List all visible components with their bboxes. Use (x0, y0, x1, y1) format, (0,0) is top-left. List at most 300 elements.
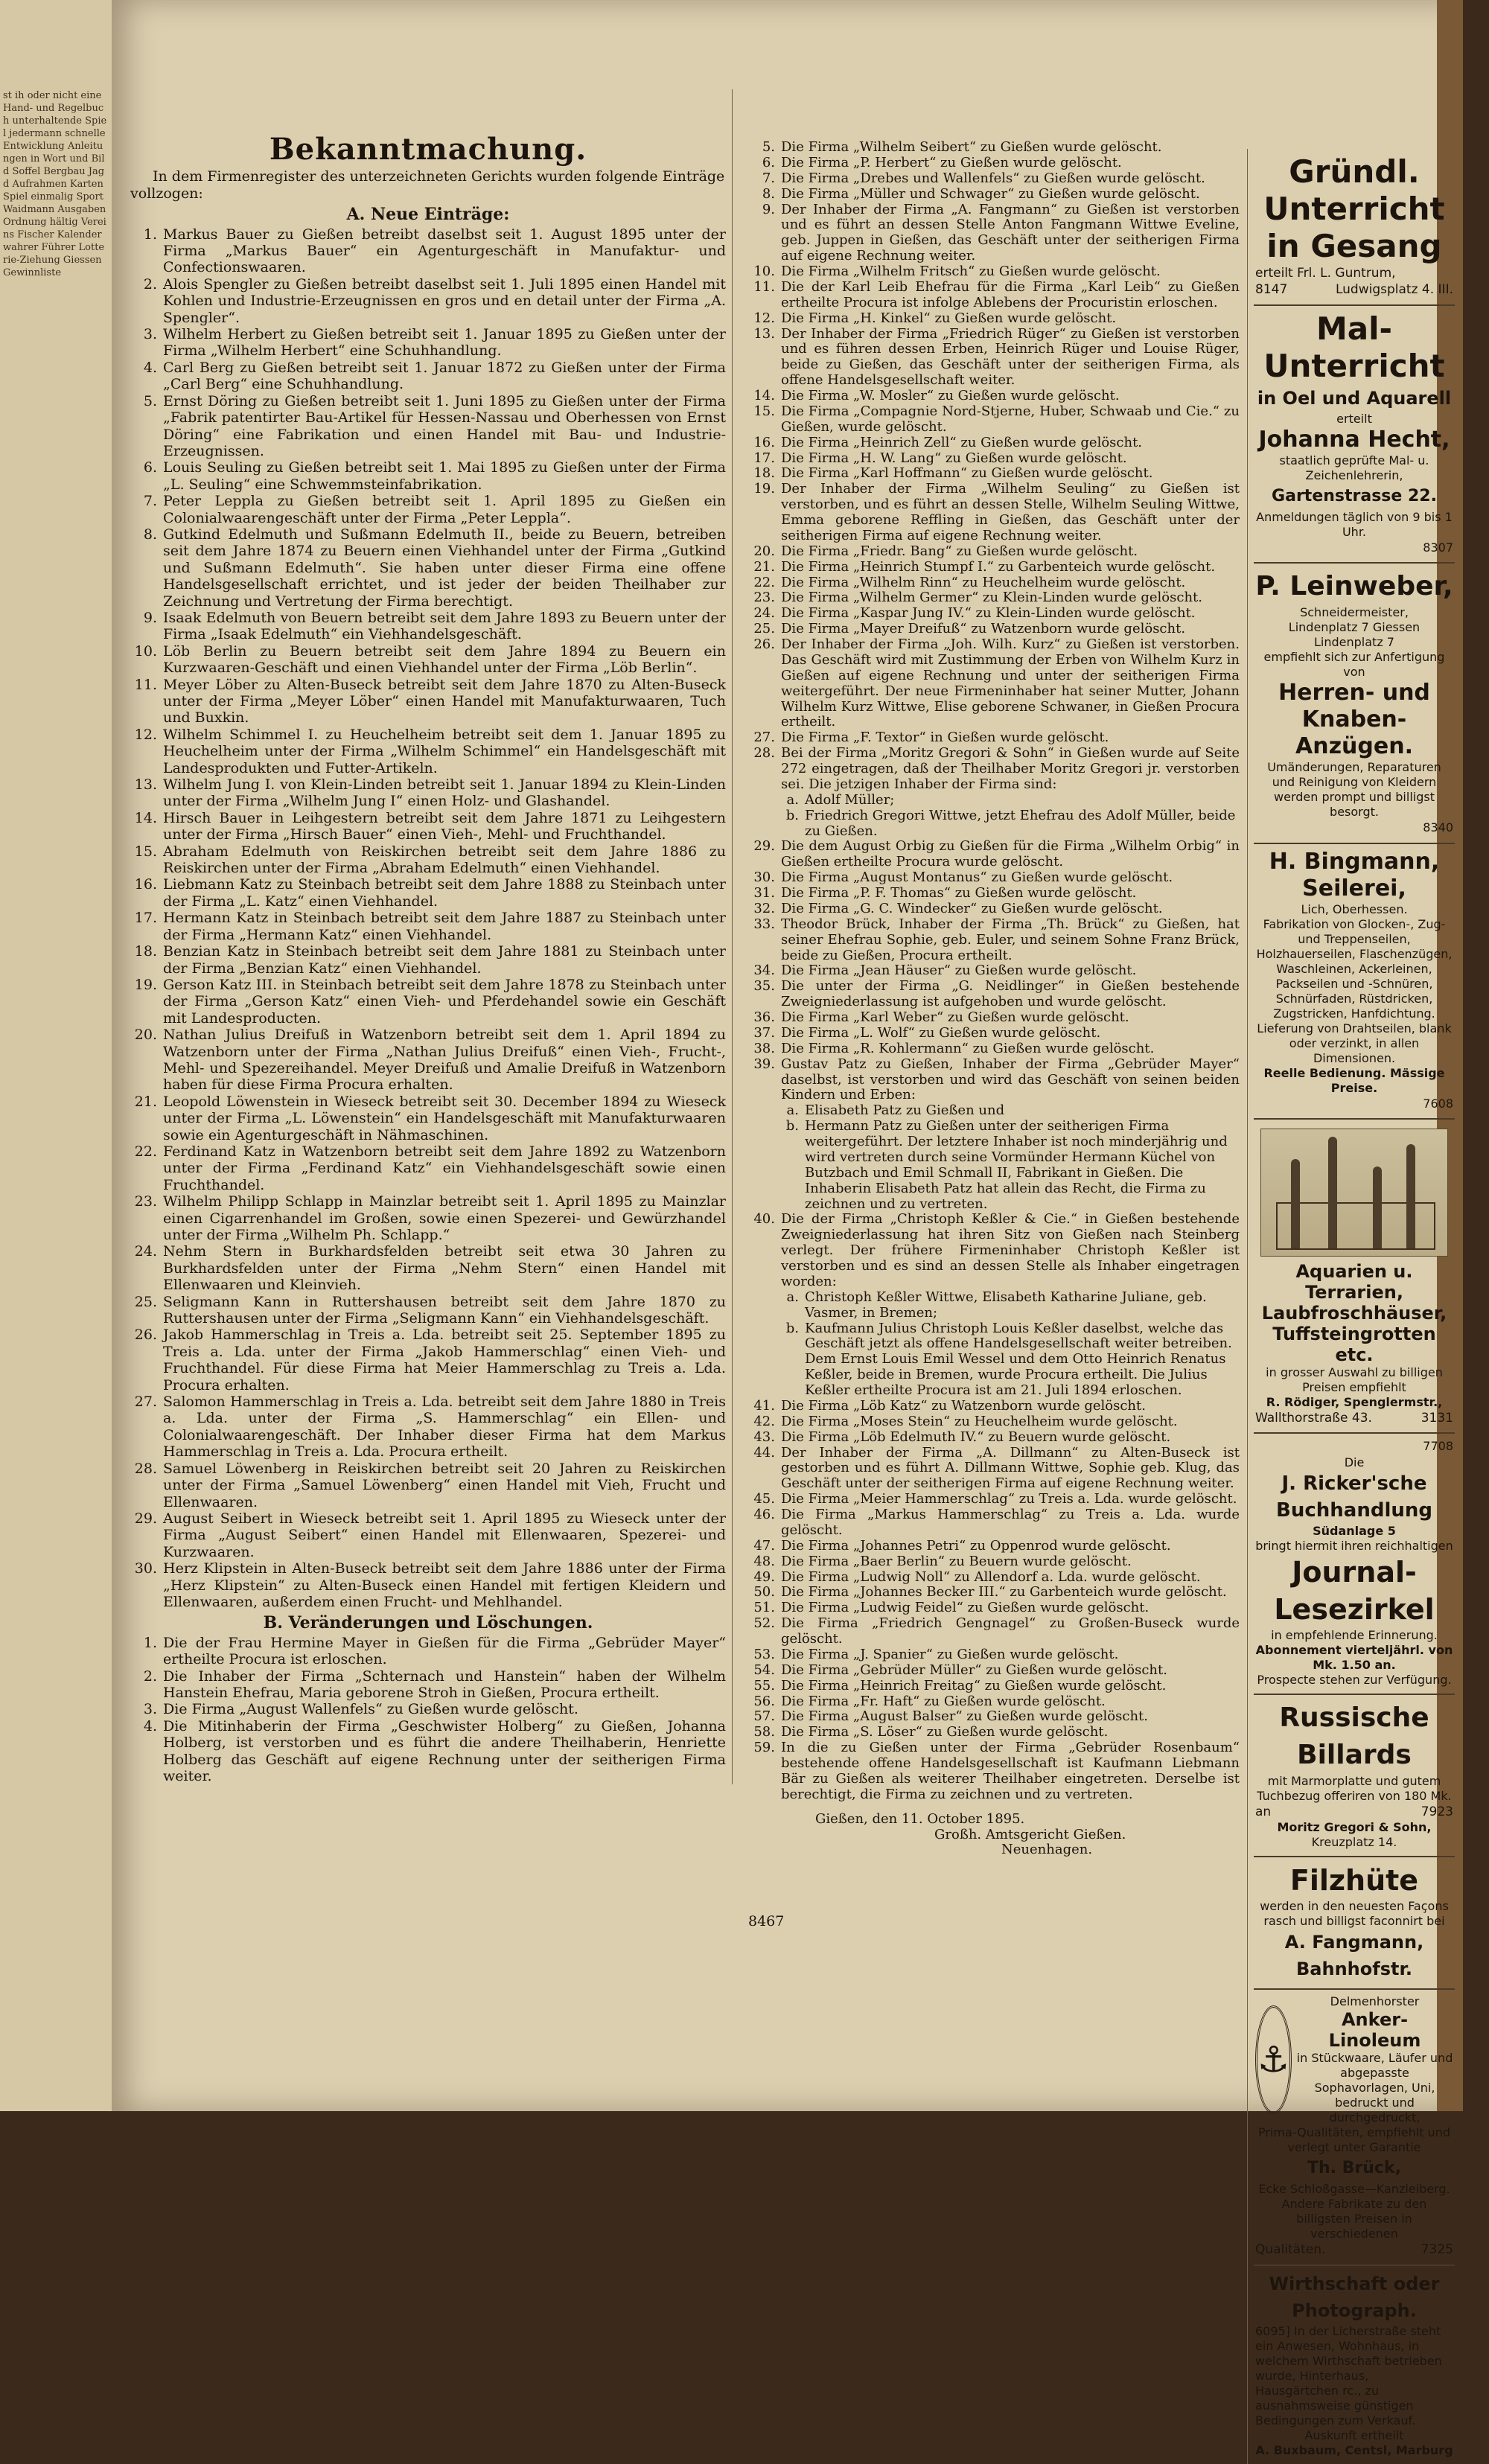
ad-hats-seller: A. Fangmann, Bahnhofstr. (1284, 1932, 1424, 1980)
entry-text: Die Firma „Karl Weber“ zu Gießen wurde gelöscht. (781, 1009, 1129, 1025)
entry-number: 52. (753, 1615, 775, 1632)
register-entry (130, 876, 726, 910)
entry-number: 33. (753, 916, 775, 932)
entry-text: Leopold Löwenstein in Wieseck betreibt seit 30. December 1894 zu Wieseck unter der Firma „L. Löwenstein“ ein Handelsgeschäft mit Manufakturwaaren sowie ein Agenturgeschäft in Nähmaschinen. (163, 1093, 726, 1143)
entry-text: Der Inhaber der Firma „Joh. Wilh. Kurz“ zu Gießen ist verstorben. Das Geschäft wird mit Zustimmung der Erben von Wilhelm Kurz in Gießen auf eigene Rechnung und unter der seitherigen Firma weitergeführt. Der neue Firmeninhaber hat seiner Mutter, Johann Wilhelm Kurz Wittwe, Elise geborene Schwaner, in Gießen Procura ertheilt. (781, 636, 1240, 730)
ad-aquarium-headline: Aquarien u. Terrarien, Laubfroschhäuser, Tuffsteingrotten etc. (1261, 1261, 1447, 1366)
register-entry (130, 776, 726, 810)
register-entry (748, 435, 1240, 451)
ad-bookshop-headline: Journal-Lesezirkel (1274, 1555, 1435, 1626)
entry-number: 16. (753, 434, 775, 450)
ad-inn-body: 6095] In der Licherstraße steht ein Anwesen, Wohnhaus, in welchem Wirthschaft betrieben wurde, Hinterhaus, Hausgärtchen rc., zu ausnahmsweise günstigen Bedingungen zum Verkauf. (1255, 2323, 1442, 2428)
subentry-letter: a. (786, 791, 799, 808)
entry-number: 8. (143, 526, 157, 543)
register-entry (130, 1510, 726, 1560)
entry-number: 28. (134, 1460, 157, 1477)
entry-number: 15. (134, 843, 157, 860)
entry-text: Die Firma „August Wallenfels“ zu Gießen wurde gelöscht. (163, 1701, 578, 1718)
entry-text: Die der Karl Leib Ehefrau für die Firma „Karl Leib“ zu Gießen ertheilte Procura ist infolge Ablebens der Procuristin erloschen. (781, 278, 1240, 310)
entry-text: Die Firma „Löb Edelmuth IV.“ zu Beuern wurde gelöscht. (781, 1429, 1171, 1445)
entry-number: 29. (753, 838, 775, 855)
entry-text: Die Firma „P. F. Thomas“ zu Gießen wurde gelöscht. (781, 885, 1137, 901)
ad-painting-given-by: erteilt (1336, 411, 1372, 426)
entry-number: 54. (753, 1662, 775, 1678)
subentry-text: Hermann Patz zu Gießen unter der seitherigen Firma weitergeführt. Der letztere Inhaber ist noch minderjährig und wird vertreten durch seine Vormünder Hermann Küchel von Butzbach und Emil Schmall II, Fabrikant in Gießen. Die Inhaberin Elisabeth Patz hat allein das Recht, die Firma zu zeichnen und zu vertreten. (805, 1118, 1228, 1212)
entry-number: 46. (753, 1507, 775, 1522)
register-subentry (778, 1103, 1240, 1119)
entry-text: Die Firma „Fr. Haft“ zu Gießen wurde gelöscht. (781, 1693, 1106, 1709)
entry-text: Samuel Löwenberg in Reiskirchen betreibt seit 20 Jahren zu Reiskirchen unter der Firma „Samuel Löwenberg“ einen Handel mit Vieh, Frucht und Ellenwaaren. (163, 1460, 726, 1510)
entry-number: 28. (753, 745, 775, 762)
register-entry (130, 326, 726, 360)
entry-text: Die Firma „F. Textor“ in Gießen wurde gelöscht. (781, 730, 1109, 746)
register-entry (748, 637, 1240, 730)
register-entry (130, 1461, 726, 1510)
entry-number: 20. (753, 543, 775, 559)
entry-number: 19. (134, 976, 157, 993)
entry-text: Ernst Döring zu Gießen betreibt seit 1. Juni 1895 zu Gießen unter der Firma „Fabrik patentirter Bau-Artikel für Hessen-Nassau und Oberhessen von Ernst Döring“ eine Fabrikation und einen Handel mit Bau- und Industrie-Erzeugnissen. (163, 392, 726, 459)
ad-hats-line1: werden in den neuesten Façons (1260, 1899, 1449, 1914)
ad-bookshop-address: Südanlage 5 (1313, 1523, 1396, 1538)
ad-billiards-headline: Russische Billards (1279, 1702, 1429, 1770)
ad-aquarium (1254, 1120, 1455, 1434)
register-entry (748, 1041, 1240, 1057)
entry-number: 5. (762, 139, 775, 155)
entry-text: Die Firma „Jean Häuser“ zu Gießen wurde gelöscht. (781, 963, 1137, 979)
entry-number: 3. (143, 326, 157, 343)
entry-number: 32. (753, 900, 775, 916)
entry-text: Die Firma „S. Löser“ zu Gießen wurde gelöscht. (781, 1724, 1109, 1740)
register-entry (748, 311, 1240, 327)
register-entry (130, 360, 726, 393)
register-entry (748, 404, 1240, 435)
entry-text: Die Firma „Wilhelm Fritsch“ zu Gießen wurde gelöscht. (781, 264, 1161, 279)
ad-billiards-seller: Moritz Gregori & Sohn, (1277, 1820, 1432, 1835)
register-entry (748, 590, 1240, 606)
entry-text: Herz Klipstein in Alten-Buseck betreibt seit dem Jahre 1886 unter der Firma „Herz Klipstein“ zu Alten-Buseck einen Handel mit fertigen Kleidern und Ellenwaaren, außerdem einen Frucht- und Mehlhandel. (163, 1560, 726, 1610)
register-entry (748, 575, 1240, 591)
register-entry (748, 730, 1240, 746)
entry-number: 20. (134, 1027, 157, 1044)
entry-number: 1. (143, 1634, 157, 1651)
register-entry (130, 1327, 726, 1394)
register-entry (748, 560, 1240, 575)
entry-text: Abraham Edelmuth von Reiskirchen betreibt seit dem Jahre 1886 zu Reiskirchen unter der Firma „Abraham Edelmuth“ einen Viehhandel. (163, 843, 726, 877)
ad-tailor-offer: empfiehlt sich zur Anfertigung von (1263, 650, 1445, 680)
subentry-text: Kaufmann Julius Christoph Louis Keßler daselbst, welche das Geschäft jetzt als offene Handelsgesellschaft weiter betreiben. Dem Ernst Louis Emil Wessel und dem Otto Heinrich Renatus Keßler, beide in Bremen, wurde Procura ertheilt. Die Julius Keßler ertheilte Procura ist am 21. Juli 1894 erloschen. (805, 1320, 1232, 1398)
register-entry (748, 1212, 1240, 1289)
entry-number: 41. (753, 1397, 775, 1414)
entry-text: Die Firma „Johannes Becker III.“ zu Garbenteich wurde gelöscht. (781, 1584, 1227, 1600)
register-entry (130, 1560, 726, 1610)
entry-text: Die Firma „Wilhelm Germer“ zu Klein-Linden wurde gelöscht. (781, 590, 1203, 606)
ad-ropemaker-place: Lich, Oberhessen. (1301, 901, 1408, 916)
ad-billiards-line2: Tuchbezug offeriren von 180 Mk. (1257, 1788, 1452, 1803)
newspaper-page (112, 0, 1463, 2457)
register-entry (748, 1570, 1240, 1586)
register-entry (748, 1694, 1240, 1710)
ad-linoleum-code: 7325 (1421, 2242, 1453, 2258)
register-entry (130, 1718, 726, 1785)
register-entry (748, 870, 1240, 886)
ad-painting-lessons (1254, 306, 1455, 564)
entry-text: Die Firma „Karl Hoffmann“ zu Gießen wurde gelöscht. (781, 465, 1153, 482)
entry-text: Der Inhaber der Firma „A. Dillmann“ zu Alten-Buseck ist gestorben und es führt A. Dillmann Wittwe, Sophie geb. Klug, das Geschäft unter der seitherigen Firma auf eigene Rechnung weiter. (781, 1444, 1240, 1492)
section-b-list-continued (748, 140, 1240, 1803)
subentry-text: Christoph Keßler Wittwe, Elisabeth Katharine Juliane, geb. Vasmer, in Bremen; (805, 1289, 1207, 1321)
left-page-fragment: st ih oder nicht eine Hand- und Regelbuch unterhaltende Spiel jedermann schnelle Entwicklung Anleitungen in Wort und Bild Soffel Bergbau Jagd Aufrahmen Karten Spiel einmalig Sport Waidmann Ausgaben Ordnung hältig Vereins Fischer Kalender wahrer Führer Lotterie-Ziehung Giessen Gewinnliste (3, 90, 107, 278)
ad-bookshop-article: Die (1344, 1455, 1365, 1469)
ad-bookshop-name: J. Ricker'sche Buchhandlung (1276, 1472, 1432, 1522)
entry-number: 15. (753, 403, 775, 419)
entry-number: 24. (134, 1243, 157, 1260)
entry-text: Die Firma „Markus Hammerschlag“ zu Treis a. Lda. wurde gelöscht. (781, 1507, 1240, 1538)
ad-hats-line2: rasch und billigst faconnirt bei (1263, 1914, 1445, 1929)
register-entry (130, 226, 726, 276)
entry-text: Die Firma „August Balser“ zu Gießen wurde gelöscht. (781, 1708, 1149, 1725)
entry-number: 38. (753, 1040, 775, 1056)
register-entry (130, 610, 726, 643)
entry-number: 19. (753, 481, 775, 497)
register-entry (748, 327, 1240, 389)
register-entry (130, 977, 726, 1027)
register-entry (748, 482, 1240, 544)
entry-text: Die Firma „Moses Stein“ zu Heuchelheim wurde gelöscht. (781, 1413, 1178, 1429)
entry-text: Die Firma „Heinrich Stumpf I.“ zu Garbenteich wurde gelöscht. (781, 558, 1216, 575)
register-entry (130, 910, 726, 943)
register-entry (130, 727, 726, 776)
ad-ropemaker-name: H. Bingmann, Seilerei, (1269, 848, 1440, 901)
entry-number: 11. (134, 676, 157, 693)
court-name: Großh. Amtsgericht Gießen. (934, 1826, 1126, 1842)
register-entry (748, 622, 1240, 637)
ad-tailor-services: Umänderungen, Reparaturen und Reinigung von Kleidern werden prompt und billigst besorgt. (1267, 760, 1441, 820)
register-entry (748, 1010, 1240, 1026)
register-entry (130, 1094, 726, 1143)
ad-singing-address: Ludwigsplatz 4. III. (1335, 282, 1453, 298)
announcement-title: Bekanntmachung. (269, 132, 587, 167)
register-entry (130, 643, 726, 677)
entry-text: Nathan Julius Dreifuß in Watzenborn betreibt seit dem 1. April 1894 zu Watzenborn unter der Firma „Nathan Julius Dreifuß“ einen Vieh-, Frucht-, Mehl- und Spezereihandel. Meyer Dreifuß und Amalie Dreifuß in Watzenborn haben für diese Firma Procura erhalten. (163, 1027, 726, 1094)
entry-text: Gerson Katz III. in Steinbach betreibt seit dem Jahre 1878 zu Steinbach unter der Firma „Gerson Katz“ einen Vieh- und Pferdehandel sowie ein Geschäft mit Landesproducten. (163, 976, 726, 1027)
entry-number: 27. (753, 730, 775, 746)
ad-tailor-trade: Schneidermeister, (1300, 605, 1409, 620)
entry-number: 36. (753, 1009, 775, 1025)
entry-text: Die unter der Firma „G. Neidlinger“ in Gießen bestehende Zweigniederlassung ist aufgehoben und wurde gelöscht. (781, 978, 1240, 1010)
register-entry (748, 746, 1240, 793)
entry-number: 12. (753, 310, 775, 326)
ad-billiards (1254, 1695, 1455, 1857)
entry-text: Die Firma „J. Spanier“ zu Gießen wurde gelöscht. (781, 1646, 1119, 1662)
ad-ropemaker-wire: Lieferung von Drahtseilen, blank oder verzinkt, in allen Dimensionen. (1257, 1021, 1452, 1065)
entry-number: 7. (762, 170, 775, 186)
entry-number: 5. (143, 392, 157, 409)
ad-billiards-address: Kreuzplatz 14. (1311, 1835, 1397, 1850)
ad-aquarium-offer: in grosser Auswahl zu billigen Preisen empfiehlt (1266, 1365, 1443, 1395)
entry-number: 12. (134, 726, 157, 743)
judge-name: Neuenhagen. (1001, 1842, 1093, 1858)
ad-ropemaker-code: 7608 (1423, 1096, 1453, 1111)
ad-singing-code: 8147 (1255, 282, 1288, 298)
entry-number: 14. (134, 809, 157, 826)
ad-painting-subline: in Oel und Aquarell (1257, 387, 1452, 409)
entry-number: 13. (134, 776, 157, 794)
register-entry (748, 1507, 1240, 1539)
ad-linoleum-quals: Qualitäten. (1255, 2242, 1326, 2258)
register-entry (130, 526, 726, 610)
ad-painting-headline: Mal-Unterricht (1263, 310, 1445, 384)
entry-number: 18. (753, 465, 775, 482)
entry-text: Die Firma „P. Herbert“ zu Gießen wurde gelöscht. (781, 154, 1122, 170)
entry-number: 59. (753, 1740, 775, 1756)
ad-tailor-name: P. Leinweber, (1255, 571, 1453, 602)
entry-text: Liebmann Katz zu Steinbach betreibt seit dem Jahre 1888 zu Steinbach unter der Firma „L. Katz“ einen Viehhandel. (163, 876, 726, 910)
entry-number: 53. (753, 1646, 775, 1662)
register-subentry (778, 793, 1240, 808)
anchor-icon: ⚓ (1257, 2039, 1290, 2081)
entry-number: 17. (134, 910, 157, 927)
entry-number: 4. (143, 1717, 157, 1734)
entry-number: 44. (753, 1444, 775, 1461)
entry-number: 56. (753, 1693, 775, 1709)
ad-felt-hats (1254, 1857, 1455, 1990)
entry-text: Die der Frau Hermine Mayer in Gießen für die Firma „Gebrüder Mayer“ ertheilte Procura ist erloschen. (163, 1634, 726, 1668)
ad-linoleum-more: Andere Fabrikate zu den billigsten Preisen in verschiedenen (1281, 2197, 1427, 2241)
entry-text: Theodor Brück, Inhaber der Firma „Th. Brück“ zu Gießen, hat seiner Ehefrau Sophie, geb. Euler, und seinem Sohne Franz Brück, beide zu Gießen, Procura ertheilt. (781, 916, 1240, 963)
ad-singing-teacher: erteilt Frl. L. Guntrum, (1255, 266, 1396, 281)
register-entry (748, 1725, 1240, 1740)
register-subentry (778, 1321, 1240, 1399)
register-entry (748, 1740, 1240, 1803)
register-entry (130, 1635, 726, 1668)
ad-painting-code: 8307 (1423, 540, 1453, 555)
entry-text: Markus Bauer zu Gießen betreibt daselbst seit 1. August 1895 unter der Firma „Markus Bauer“ ein Agenturgeschäft in Manufaktur- und Confectionswaaren. (163, 226, 726, 276)
entry-number: 51. (753, 1600, 775, 1616)
register-entry (748, 1554, 1240, 1570)
register-entry (748, 606, 1240, 622)
entry-text: Die Inhaber der Firma „Schternach und Hanstein“ haben der Wilhelm Hanstein Ehefrau, Maria geborene Stroh in Gießen, Procura ertheilt. (163, 1667, 726, 1701)
section-b-heading: B. Veränderungen und Löschungen. (263, 1613, 593, 1633)
entry-number: 16. (134, 876, 157, 893)
subentry-text: Adolf Müller; (805, 791, 895, 808)
register-entry (130, 276, 726, 326)
register-entry (748, 202, 1240, 265)
announcement-intro: In dem Firmenregister des unterzeichneten Gerichts wurden folgende Einträge vollzogen: (130, 168, 725, 202)
entry-text: Die Firma „Friedrich Gengnagel“ zu Großen-Buseck wurde gelöscht. (781, 1615, 1240, 1647)
register-entry (748, 839, 1240, 870)
entry-text: Die Firma „Drebes und Wallenfels“ zu Gießen wurde gelöscht. (781, 170, 1205, 186)
ad-linoleum-quality: Prima-Qualitäten, empfiehlt und verlegt unter Garantie (1258, 2125, 1450, 2155)
entry-number: 48. (753, 1553, 775, 1569)
entry-number: 23. (753, 590, 775, 606)
entry-text: Die Mitinhaberin der Firma „Geschwister Holberg“ zu Gießen, Johanna Holberg, ist verstorben und es führt die andere Theilhaberin, Henriette Holberg das Geschäft auf eigene Rechnung unter der seitherigen Firma weiter. (163, 1717, 726, 1784)
ad-aquarium-seller: R. Rödiger, Spenglermstr., (1266, 1395, 1443, 1410)
register-entry (748, 466, 1240, 482)
entry-number: 31. (753, 885, 775, 901)
register-entry (748, 917, 1240, 964)
entry-number: 40. (753, 1211, 775, 1228)
entry-number: 34. (753, 963, 775, 979)
entry-text: Die Firma „Heinrich Zell“ zu Gießen wurde gelöscht. (781, 434, 1143, 450)
entry-text: Hermann Katz in Steinbach betreibt seit dem Jahre 1887 zu Steinbach unter der Firma „Hermann Katz“ einen Viehhandel. (163, 910, 726, 943)
register-entry (748, 1539, 1240, 1554)
ad-linoleum-address: Ecke Schloßgasse—Kanzleiberg. (1258, 2182, 1450, 2197)
entry-number: 42. (753, 1413, 775, 1429)
register-entry (748, 1492, 1240, 1507)
entry-text: Die Firma „Müller und Schwager“ zu Gießen wurde gelöscht. (781, 185, 1200, 202)
entry-number: 1. (143, 226, 157, 243)
column-bekanntmachung (130, 89, 733, 1784)
register-entry (130, 1701, 726, 1717)
entry-text: Die Firma „Ludwig Noll“ zu Allendorf a. Lda. wurde gelöscht. (781, 1568, 1201, 1585)
register-entry (748, 1414, 1240, 1430)
ad-painting-address: Gartenstrasse 22. (1272, 486, 1437, 505)
ad-tailor-code: 8340 (1423, 820, 1453, 835)
register-subentry (778, 1290, 1240, 1321)
entry-text: Wilhelm Schimmel I. zu Heuchelheim betreibt seit dem 1. Januar 1895 zu Heuchelheim unter der Firma „Wilhelm Schimmel“ ein Handelsgeschäft mit Landesprodukten und Futter-Artikeln. (163, 726, 726, 776)
entry-number: 26. (753, 636, 775, 652)
subentry-text: Friedrich Gregori Wittwe, jetzt Ehefrau des Adolf Müller, beide zu Gießen. (805, 807, 1236, 839)
entry-text: Wilhelm Jung I. von Klein-Linden betreibt seit 1. Januar 1894 zu Klein-Linden unter der Firma „Wilhelm Jung I“ einen Holz- und Glashandel. (163, 776, 726, 810)
entry-text: Die Firma „Heinrich Freitag“ zu Gießen wurde gelöscht. (781, 1677, 1167, 1694)
register-entry (748, 171, 1240, 187)
entry-text: Die Firma „Kaspar Jung IV.“ zu Klein-Linden wurde gelöscht. (781, 605, 1196, 622)
register-entry (748, 451, 1240, 467)
register-entry (130, 1143, 726, 1193)
register-entry (130, 843, 726, 877)
entry-text: Die Firma „Wilhelm Seibert“ zu Gießen wurde gelöscht. (781, 139, 1162, 155)
subentry-letter: b. (785, 807, 799, 823)
register-entry (748, 901, 1240, 917)
register-entry (748, 280, 1240, 311)
register-subentry (778, 1119, 1240, 1212)
entry-text: Die Firma „Meier Hammerschlag“ zu Treis a. Lda. wurde gelöscht. (781, 1491, 1237, 1507)
subentry-letter: b. (785, 1118, 799, 1134)
entry-number: 57. (753, 1708, 775, 1725)
entry-number: 39. (753, 1056, 775, 1072)
register-entry (748, 1399, 1240, 1414)
section-a-list (130, 226, 726, 1611)
ad-aquarium-address: Wallthorstraße 43. (1255, 1411, 1372, 1426)
entry-number: 30. (134, 1560, 157, 1577)
ad-linoleum-seller: Th. Brück, (1307, 2159, 1401, 2178)
entry-text: Salomon Hammerschlag in Treis a. Lda. betreibt seit dem Jahre 1880 in Treis a. Lda. unter der Firma „S. Hammerschlag“ ein Ellen- und Colonialwaarengeschäft. Der Inhaber dieser Firma hat dem Markus Hammerschlag in Treis a. Lda. Procura ertheilt. (163, 1394, 726, 1461)
ad-inn-info: Auskunft ertheilt (1304, 2428, 1404, 2442)
entry-text: Die Firma „R. Kohlermann“ zu Gießen wurde gelöscht. (781, 1040, 1155, 1056)
register-entry (130, 1668, 726, 1702)
entry-number: 22. (134, 1143, 157, 1160)
register-entry (130, 943, 726, 977)
subentry-text: Elisabeth Patz zu Gießen und (805, 1102, 1005, 1119)
ad-tailor-product: Herren- und Knaben-Anzügen. (1278, 680, 1430, 760)
entry-text: Gutkind Edelmuth und Sußmann Edelmuth II., beide zu Beuern, betreiben seit dem Jahre 1874 zu Beuern einen Viehhandel unter der Firma „Gutkind und Sußmann Edelmuth“. Sie haben unter dieser Firma eine offene Handelsgesellschaft errichtet, und ist jeder der beiden Theilhaber zur Zeichnung und Vertretung der Firma berechtigt. (163, 526, 726, 610)
register-entry (130, 459, 726, 493)
register-entry (748, 963, 1240, 979)
entry-text: Isaak Edelmuth von Beuern betreibt seit dem Jahre 1893 zu Beuern unter der Firma „Isaak Edelmuth“ ein Viehhandelsgeschäft. (163, 609, 726, 643)
entry-number: 49. (753, 1568, 775, 1585)
entry-number: 14. (753, 388, 775, 403)
ad-bookshop-prospect: Prospecte stehen zur Verfügung. (1257, 1672, 1452, 1687)
register-entry (130, 493, 726, 526)
ad-hats-headline: Filzhüte (1289, 1864, 1419, 1898)
entry-text: Der Inhaber der Firma „Wilhelm Seuling“ zu Gießen ist verstorben, und es führt an dessen Stelle, Wilhelm Seuling Wittwe, Emma geborene Reffling in Gießen, das Geschäft unter der seitherigen Firma auf eigene Rechnung weiter. (781, 481, 1240, 543)
entry-text: Nehm Stern in Burkhardsfelden betreibt seit etwa 30 Jahren zu Burkhardsfelden unter der Firma „Nehm Stern“ einen Handel mit Ellenwaaren und Kleinvieh. (163, 1243, 726, 1294)
entry-text: Wilhelm Philipp Schlapp in Mainzlar betreibt seit 1. April 1895 zu Mainzlar einen Cigarrenhandel im Großen, sowie einen Spezerei- und Gewürzhandel unter der Firma „Wilhelm Ph. Schlapp.“ (163, 1193, 726, 1243)
register-entry (748, 156, 1240, 171)
entry-text: Hirsch Bauer in Leihgestern betreibt seit dem Jahre 1871 zu Leihgestern unter der Firma „Hirsch Bauer“ einen Vieh-, Mehl- und Fruchthandel. (163, 809, 726, 843)
entry-number: 25. (753, 621, 775, 637)
entry-number: 55. (753, 1677, 775, 1694)
entry-text: Die Firma „W. Mosler“ zu Gießen wurde gelöscht. (781, 388, 1120, 403)
entry-number: 23. (134, 1193, 157, 1210)
register-entry (748, 264, 1240, 280)
register-entry (748, 1057, 1240, 1104)
register-entry (130, 810, 726, 843)
entry-text: Löb Berlin zu Beuern betreibt seit dem Jahre 1894 zu Beuern ein Kurzwaaren-Geschäft und einen Viehhandel unter der Firma „Löb Berlin“. (163, 642, 726, 677)
entry-number: 22. (753, 574, 775, 590)
notice-code: 8467 (748, 1913, 785, 1930)
ad-singing-headline: Gründl. Unterricht in Gesang (1263, 153, 1445, 264)
column-changes (748, 140, 1240, 1858)
aquarium-illustration (1260, 1129, 1448, 1257)
entry-text: Die Firma „Baer Berlin“ zu Beuern wurde gelöscht. (781, 1553, 1132, 1569)
anchor-logo (1255, 2005, 1292, 2114)
ad-ropemaker-goods: Fabrikation von Glocken-, Zug- und Treppenseilen, Holzhauerseilen, Flaschenzügen, Waschleinen, Ackerleinen, Packseilen und -Schnüren, Schnürfaden, Rüstdricken, Zugstricken, Hanfdichtung. (1256, 916, 1453, 1021)
entry-number: 3. (143, 1701, 157, 1718)
entry-number: 58. (753, 1724, 775, 1740)
entry-number: 30. (753, 869, 775, 886)
register-entry (748, 1446, 1240, 1493)
ad-linoleum (1254, 1990, 1455, 2265)
entry-text: Peter Leppla zu Gießen betreibt seit 1. April 1895 zu Gießen ein Colonialwaarengeschäft unter der Firma „Peter Leppla“. (163, 493, 726, 526)
register-entry (130, 677, 726, 727)
entry-number: 4. (143, 359, 157, 376)
entry-number: 45. (753, 1491, 775, 1507)
entry-text: Die Firma „G. C. Windecker“ zu Gießen wurde gelöscht. (781, 900, 1163, 916)
ad-billiards-code: 7923 (1421, 1804, 1453, 1819)
ad-inn-headline: Wirthschaft oder Photograph. (1269, 2273, 1440, 2321)
ad-bookshop-reminder: in empfehlende Erinnerung. (1271, 1627, 1438, 1642)
entry-number: 47. (753, 1537, 775, 1554)
register-entry (748, 140, 1240, 156)
register-entry (748, 1600, 1240, 1616)
entry-number: 2. (143, 1667, 157, 1685)
section-a-heading: A. Neue Einträge: (346, 205, 510, 225)
entry-number: 10. (753, 264, 775, 279)
left-page-edge (0, 0, 116, 2111)
entry-number: 35. (753, 978, 775, 995)
ad-aquarium-code: 3131 (1421, 1411, 1453, 1426)
entry-number: 43. (753, 1429, 775, 1445)
entry-text: Alois Spengler zu Gießen betreibt daselbst seit 1. Juli 1895 einen Handel mit Kohlen und Industrie-Erzeugnissen en gros und en detail unter der Firma „A. Spengler“. (163, 275, 726, 326)
register-subentry (778, 808, 1240, 840)
advertisement-column (1247, 149, 1455, 2464)
ad-linoleum-items: in Stückwaare, Läufer und abgepasste Sophavorlagen, Uni, bedruckt und durchgedruckt, (1296, 2051, 1453, 2125)
entry-text: Die Firma „August Montanus“ zu Gießen wurde gelöscht. (781, 869, 1173, 886)
ad-bookshop (1254, 1434, 1455, 1694)
register-entry (748, 1026, 1240, 1041)
entry-text: Wilhelm Herbert zu Gießen betreibt seit 1. Januar 1895 zu Gießen unter der Firma „Wilhelm Herbert“ eine Schuhhandlung. (163, 326, 726, 360)
subentry-letter: b. (785, 1320, 799, 1336)
section-b-list (130, 1635, 726, 1785)
entry-number: 37. (753, 1024, 775, 1041)
register-entry (130, 1243, 726, 1293)
ad-bookshop-intro: bringt hiermit ihren reichhaltigen (1255, 1538, 1453, 1553)
ad-tailor-address: Lindenplatz 7 Giessen Lindenplatz 7 (1288, 620, 1421, 650)
entry-number: 11. (753, 278, 775, 295)
register-entry (748, 1430, 1240, 1446)
entry-number: 21. (753, 558, 775, 575)
